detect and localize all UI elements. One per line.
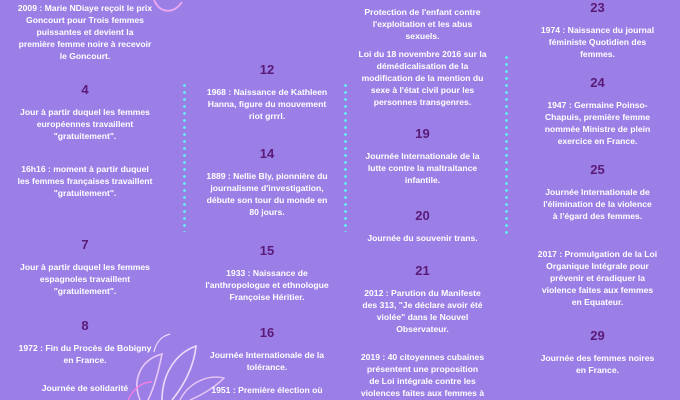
calendar-entry — [192, 325, 342, 373]
calendar-entry — [350, 6, 495, 42]
entry-text: Journée Internationale de la — [209, 350, 325, 360]
entry-text: 1947 : Germaine Poinso- — [547, 100, 648, 110]
entry-text: Journée des femmes noires — [540, 353, 655, 363]
entry-text: Françoise Héritier. — [229, 292, 305, 302]
entry-text: "gratuitement". — [53, 188, 117, 198]
entry-text: journalisme d'investigation, — [210, 183, 324, 193]
entry-text: 2017 : Promulgation de la Loi — [537, 249, 658, 259]
dotted-separator — [505, 54, 508, 234]
entry-text: riot grrrl. — [248, 111, 286, 121]
entry-text: infantile. — [404, 175, 441, 185]
calendar-entry — [192, 146, 342, 218]
entry-text: Journée Internationale de la — [365, 151, 480, 161]
calendar-entry — [350, 126, 495, 186]
day-number: 23 — [590, 0, 605, 15]
entry-text: Chapuis, première femme — [544, 112, 651, 122]
calendar-entry — [0, 82, 170, 142]
entry-text: puissantes et devient la — [36, 27, 134, 37]
calendar-entry — [0, 318, 170, 366]
entry-text: nommée Ministre de plein — [544, 124, 651, 134]
entry-text: femmes. — [580, 49, 615, 59]
entry-text: Journée de solidarité — [41, 383, 129, 393]
entry-text: "gratuitement". — [53, 286, 117, 296]
calendar-entry — [350, 263, 495, 335]
entry-text: 1933 : Naissance de — [226, 268, 308, 278]
day-number: 12 — [259, 62, 275, 77]
day-number: 20 — [415, 208, 430, 223]
entry-text: 1968 : Naissance de Kathleen — [206, 87, 328, 97]
day-number: 24 — [590, 75, 605, 90]
entry-text: 2012 : Parution du Manifeste — [364, 288, 481, 298]
entry-text: Jour à partir duquel les femmes — [20, 107, 150, 117]
calendar-entry — [350, 48, 495, 108]
calendar-entry — [192, 62, 342, 122]
day-number: 21 — [415, 263, 430, 278]
entry-text: européennes travaillent — [36, 119, 134, 129]
entry-text: l'élimination de la violence — [543, 199, 652, 209]
entry-text: personnes transgenres. — [373, 97, 472, 107]
entry-text: 2019 : 40 citoyennes cubaines — [360, 352, 485, 362]
calendar-entry — [515, 0, 680, 60]
day-number: 16 — [259, 325, 275, 340]
entry-text: de Loi intégrale contre les — [369, 376, 476, 386]
day-number: 19 — [415, 126, 430, 141]
entry-text: sexe à l'état civil pour les — [370, 85, 475, 95]
entry-text: violence faites aux femmes — [541, 285, 654, 295]
entry-text: violée" dans le Nouvel — [376, 312, 469, 322]
day-number: 25 — [590, 162, 605, 177]
entry-text: Hanna, figure du mouvement — [207, 99, 327, 109]
day-number: 14 — [259, 146, 275, 161]
entry-text: 80 jours. — [249, 207, 285, 217]
entry-text: 1889 : Nellie Bly, pionnière du — [206, 171, 328, 181]
entry-text: Jour à partir duquel les femmes — [20, 262, 150, 272]
entry-text: l'exploitation et les abus — [372, 19, 473, 29]
entry-text: Loi du 18 novembre 2016 sur la — [358, 49, 487, 59]
calendar-entry — [192, 384, 342, 396]
entry-text: Observateur. — [396, 324, 449, 334]
entry-text: prévenir et éradiquer la — [549, 273, 646, 283]
day-number: 29 — [590, 328, 605, 343]
entry-text: lutte contre la maltraitance — [367, 163, 478, 173]
entry-text: Journée du souvenir trans. — [367, 233, 478, 243]
entry-text: Journée Internationale de — [545, 187, 650, 197]
entry-text: féministe Quotidien des — [548, 37, 647, 47]
entry-text: tolérance. — [246, 362, 288, 372]
day-number: 7 — [81, 237, 89, 252]
entry-text: 2009 : Marie NDiaye reçoit le prix — [17, 3, 153, 13]
entry-text: démédicalisation de la — [376, 61, 469, 71]
calendar-entry — [0, 163, 170, 199]
entry-text: en Equateur. — [571, 297, 624, 307]
calendar-entry — [0, 237, 170, 297]
entry-text: présentent une proposition — [366, 364, 479, 374]
entry-text: en France. — [63, 355, 107, 365]
day-number: 8 — [81, 318, 89, 333]
entry-text: exercice en France. — [557, 136, 638, 146]
entry-text: 1974 : Naissance du journal — [540, 25, 655, 35]
calendar-entry — [515, 328, 680, 376]
entry-text: première femme noire à recevoir — [18, 39, 152, 49]
calendar-entry — [192, 243, 342, 303]
calendar-entry — [0, 2, 170, 62]
entry-text: l'anthropologue et ethnologue — [205, 280, 329, 290]
calendar-entry — [0, 382, 170, 394]
calendar-entry — [515, 162, 680, 222]
entry-text: le Goncourt. — [59, 51, 111, 61]
entry-text: des 313, "Je déclare avoir été — [362, 300, 483, 310]
entry-text: violences faites aux femmes à — [360, 388, 485, 398]
entry-text: Protection de l'enfant contre — [364, 7, 481, 17]
day-number: 4 — [81, 82, 89, 97]
entry-text: "gratuitement". — [53, 131, 117, 141]
entry-text: espagnoles travaillent — [39, 274, 131, 284]
entry-text: Goncourt pour Trois femmes — [26, 15, 144, 25]
entry-text: Organique Intégrale pour — [546, 261, 649, 271]
day-number: 15 — [259, 243, 275, 258]
entry-text: modification de la mention du — [361, 73, 484, 83]
calendar-entry — [350, 208, 495, 244]
entry-text: débute son tour du monde en — [206, 195, 328, 205]
calendar-entry — [350, 351, 495, 399]
entry-text: 1972 : Fin du Procès de Bobigny — [18, 343, 152, 353]
calendar-entry — [515, 75, 680, 147]
dotted-separator — [344, 82, 347, 232]
entry-text: à l'égard des femmes. — [552, 211, 643, 221]
entry-text: les femmes françaises travaillent — [17, 176, 153, 186]
entry-text: sexuels. — [405, 31, 440, 41]
entry-text: 1951 : Première élection où — [211, 385, 323, 395]
dotted-separator — [183, 82, 186, 232]
entry-text: en France. — [576, 365, 619, 375]
entry-text: 16h16 : moment à partir duquel — [21, 164, 149, 174]
calendar-entry — [515, 248, 680, 308]
